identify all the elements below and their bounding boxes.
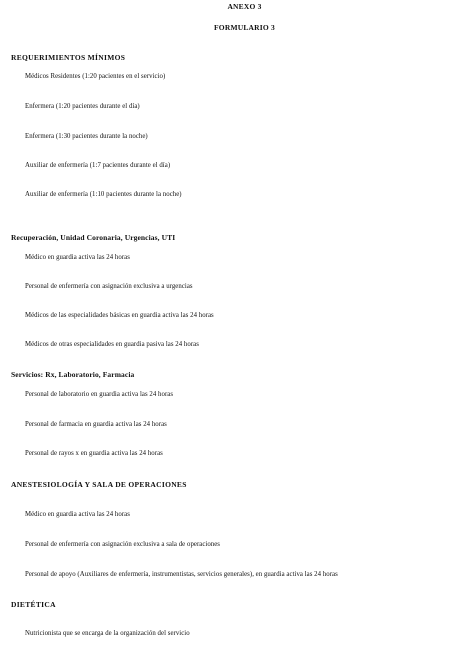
annex-title: ANEXO 3 <box>227 2 262 11</box>
list-item: Personal de farmacia en guardia activa las 24 horas <box>25 421 167 428</box>
list-item: Personal de apoyo (Auxiliares de enfermería, instrumentistas, servicios generales), en guardia activa las 24 horas <box>25 571 338 578</box>
list-item: Nutricionista que se encarga de la organización del servicio <box>25 630 190 637</box>
section-heading-minimum-requirements: REQUERIMIENTOS MÍNIMOS <box>11 53 126 62</box>
list-item: Personal de laboratorio en guardia activa las 24 horas <box>25 391 174 398</box>
list-item: Personal de enfermería con asignación exclusiva a urgencias <box>25 283 193 290</box>
list-item: Médicos de las especialidades básicas en guardia activa las 24 horas <box>25 312 214 319</box>
list-item: Médico en guardia activa las 24 horas <box>25 254 130 261</box>
section-heading-dietetics: DIETÉTICA <box>11 600 56 609</box>
list-item: Personal de rayos x en guardia activa las 24 horas <box>25 450 163 457</box>
list-item: Personal de enfermería con asignación exclusiva a sala de operaciones <box>25 541 220 548</box>
form-title: FORMULARIO 3 <box>214 23 275 32</box>
list-item: Médico en guardia activa las 24 horas <box>25 511 130 518</box>
section-heading-recovery-units: Recuperación, Unidad Coronaria, Urgencias, UTI <box>11 233 176 242</box>
section-heading-anesthesiology: ANESTESIOLOGÍA Y SALA DE OPERACIONES <box>11 480 187 489</box>
list-item: Enfermera (1:20 pacientes durante el día) <box>25 103 140 110</box>
list-item: Médicos Residentes (1:20 pacientes en el servicio) <box>25 73 166 80</box>
list-item: Médicos de otras especialidades en guardia pasiva las 24 horas <box>25 341 199 348</box>
list-item: Auxiliar de enfermería (1:7 pacientes durante el día) <box>25 162 171 169</box>
list-item: Auxiliar de enfermería (1:10 pacientes durante la noche) <box>25 191 182 198</box>
list-item: Enfermera (1:30 pacientes durante la noche) <box>25 133 148 140</box>
section-heading-services: Servicios: Rx, Laboratorio, Farmacia <box>11 370 135 379</box>
